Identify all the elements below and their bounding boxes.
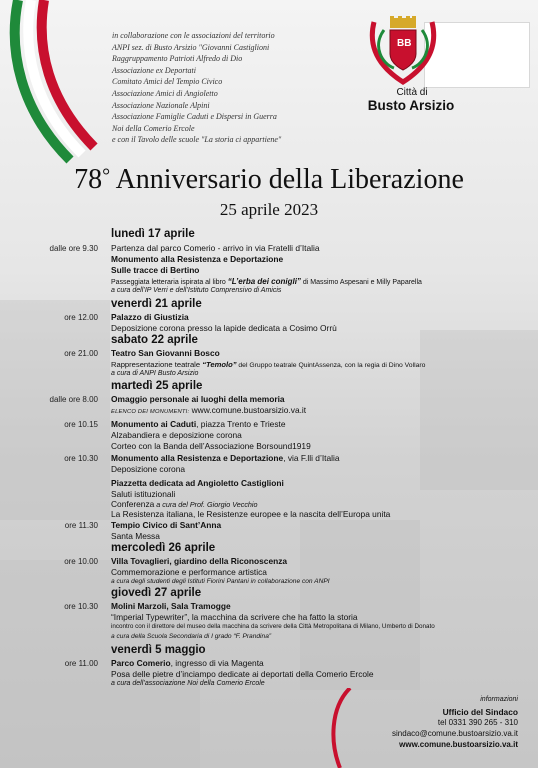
monument-list-label: ELENCO DEI MONUMENTI: <box>111 409 190 415</box>
event-credit: a cura dell’associazione Noi della Comerio Ercole <box>111 680 265 687</box>
event-time: ore 11.30 <box>64 521 98 530</box>
event-line: Deposizione corona <box>111 464 186 474</box>
show-title: “Temolo” <box>202 360 237 369</box>
collaboration-line: ANPI sez. di Busto Arsizio "Giovanni Castiglioni <box>112 42 270 52</box>
collaboration-line: e con il Tavolo delle scuole "La storia ci appartiene" <box>112 135 282 145</box>
event-time: ore 11.00 <box>64 659 98 668</box>
title-text: Anniversario della Liberazione <box>115 164 464 195</box>
title-ordinal: ° <box>102 165 111 187</box>
event-time: ore 21.00 <box>64 349 98 358</box>
collaboration-line: Comitato Amici del Tempio Civico <box>112 77 223 87</box>
event-line <box>111 277 422 286</box>
event-place: Monumento alla Resistenza e Deportazione <box>111 254 284 264</box>
event-line: Deposizione corona presso la lapide dedicata a Cosimo Orrù <box>111 323 337 333</box>
title-number: 78 <box>74 164 103 195</box>
day-heading: lunedì 17 aprile <box>111 228 195 240</box>
background-building <box>0 300 110 520</box>
day-heading: mercoledì 26 aprile <box>111 542 216 554</box>
event-line: Santa Messa <box>111 531 160 541</box>
event-place: Monumento ai Caduti <box>111 419 197 429</box>
event-place: Molini Marzoli, Sala Tramogge <box>111 601 231 611</box>
event-line: Saluti istituzionali <box>111 489 176 499</box>
page-subtitle: 25 aprile 2023 <box>219 200 319 219</box>
event-line: Alzabandiera e deposizione corona <box>111 430 242 440</box>
event-text: del Gruppo teatrale QuintAssenza, con la regia di Dino Vollaro <box>236 362 426 369</box>
event-line: Partenza dal parco Comerio - arrivo in via Fratelli d’Italia <box>111 243 320 253</box>
event-text: , via F.lli d’Italia <box>283 453 340 463</box>
event-text: Passeggiata letteraria ispirata al libro <box>111 279 228 286</box>
event-place: Monumento alla Resistenza e Deportazione <box>111 453 284 463</box>
city-crest-icon <box>368 16 438 86</box>
event-time: dalle ore 9.30 <box>49 244 98 253</box>
event-place: Teatro San Giovanni Bosco <box>111 348 220 358</box>
city-name: Busto Arsizio <box>367 98 455 113</box>
info-email[interactable]: sindaco@comune.bustoarsizio.va.it <box>392 729 518 738</box>
collaboration-line: Associazione ex Deportati <box>112 65 196 75</box>
event-place: Omaggio personale ai luoghi della memoria <box>111 394 285 404</box>
crest-letter: BB <box>397 38 412 49</box>
info-label: informazioni <box>480 696 518 703</box>
collaboration-list <box>112 30 362 146</box>
info-website[interactable]: www.comune.bustoarsizio.va.it <box>399 740 518 749</box>
book-title: “L’erba dei conigli” <box>227 277 301 286</box>
event-credit: a cura del Prof. Giorgio Vecchio <box>154 500 258 509</box>
event-line: incontro con il direttore del museo della macchina da scrivere della Città Metropolitana di Milano, Umberto di Donato <box>111 623 435 630</box>
page-title <box>0 164 538 196</box>
collaboration-line: Raggruppamento Patrioti Alfredo di Dio <box>112 54 243 64</box>
collaboration-line: Noi della Comerio Ercole <box>112 123 195 133</box>
decorative-arc-icon <box>310 688 370 768</box>
event-text: Conferenza <box>111 499 155 509</box>
day-heading: martedì 25 aprile <box>111 380 203 392</box>
event-line <box>111 658 264 668</box>
event-time: ore 10.30 <box>64 454 98 463</box>
event-time: ore 10.00 <box>64 557 98 566</box>
event-place: Parco Comerio <box>111 658 171 668</box>
event-title: Sulle tracce di Bertino <box>111 265 200 275</box>
event-line <box>111 419 286 429</box>
monument-list-link[interactable]: www.comune.bustoarsizio.va.it <box>189 405 307 415</box>
event-text: , ingresso di via Magenta <box>170 658 264 668</box>
day-heading: venerdì 5 maggio <box>111 644 206 656</box>
info-phone: tel 0331 390 265 - 310 <box>437 718 518 727</box>
event-time: dalle ore 8.00 <box>49 395 98 404</box>
logo-panel <box>424 22 530 88</box>
event-line: Posa delle pietre d’inciampo dedicate ai deportati della Comerio Ercole <box>111 669 374 679</box>
event-line <box>111 453 340 463</box>
event-place: Villa Tovaglieri, giardino della Riconoscenza <box>111 556 288 566</box>
event-text: , piazza Trento e Trieste <box>196 419 286 429</box>
event-time: ore 10.15 <box>64 420 98 429</box>
event-credit: a cura dell’IP Verri e dell’Istituto Comprensivo di Amicis <box>111 287 282 294</box>
background-building <box>420 330 538 490</box>
event-credit: a cura di ANPI Busto Arsizio <box>111 370 199 377</box>
event-place: Palazzo di Giustizia <box>111 312 189 322</box>
event-place: Piazzetta dedicata ad Angioletto Castiglioni <box>111 478 284 488</box>
italian-flag-ribbon-icon <box>0 0 120 170</box>
event-line: Corteo con la Banda dell’Associazione Borsound1919 <box>111 441 311 451</box>
info-office: Ufficio del Sindaco <box>442 707 518 717</box>
day-heading: venerdì 21 aprile <box>111 298 202 310</box>
event-credit: a cura degli studenti degli Istituti Fiorini Pantani in collaborazione con ANPI <box>111 578 330 585</box>
event-place: Tempio Civico di Sant’Anna <box>111 520 222 530</box>
city-label: Città di <box>396 87 428 98</box>
day-heading: sabato 22 aprile <box>111 334 198 346</box>
event-line: Commemorazione e performance artistica <box>111 567 267 577</box>
background-building <box>300 520 420 690</box>
event-line <box>111 360 425 369</box>
event-line: “Imperial Typewriter”, la macchina da scrivere che ha fatto la storia <box>111 612 358 622</box>
collaboration-line: Associazione Amici di Angioletto <box>112 88 218 98</box>
event-line <box>111 499 258 509</box>
event-credit: a cura della Scuola Secondaria di I grado “F. Prandina” <box>111 633 272 640</box>
collaboration-line: Associazione Nazionale Alpini <box>112 100 210 110</box>
event-text: di Massimo Aspesani e Milly Paparella <box>300 279 422 286</box>
collaboration-line: Associazione Famiglie Caduti e Dispersi in Guerra <box>112 112 277 122</box>
day-heading: giovedì 27 aprile <box>111 587 202 599</box>
event-line <box>111 405 306 415</box>
collaboration-line: in collaborazione con le associazioni del territorio <box>112 31 275 40</box>
event-line: La Resistenza italiana, le Resistenze europee e la nascita dell’Europa unita <box>111 509 391 519</box>
event-time: ore 12.00 <box>64 313 98 322</box>
event-text: Rappresentazione teatrale <box>111 360 203 369</box>
event-time: ore 10.30 <box>64 602 98 611</box>
